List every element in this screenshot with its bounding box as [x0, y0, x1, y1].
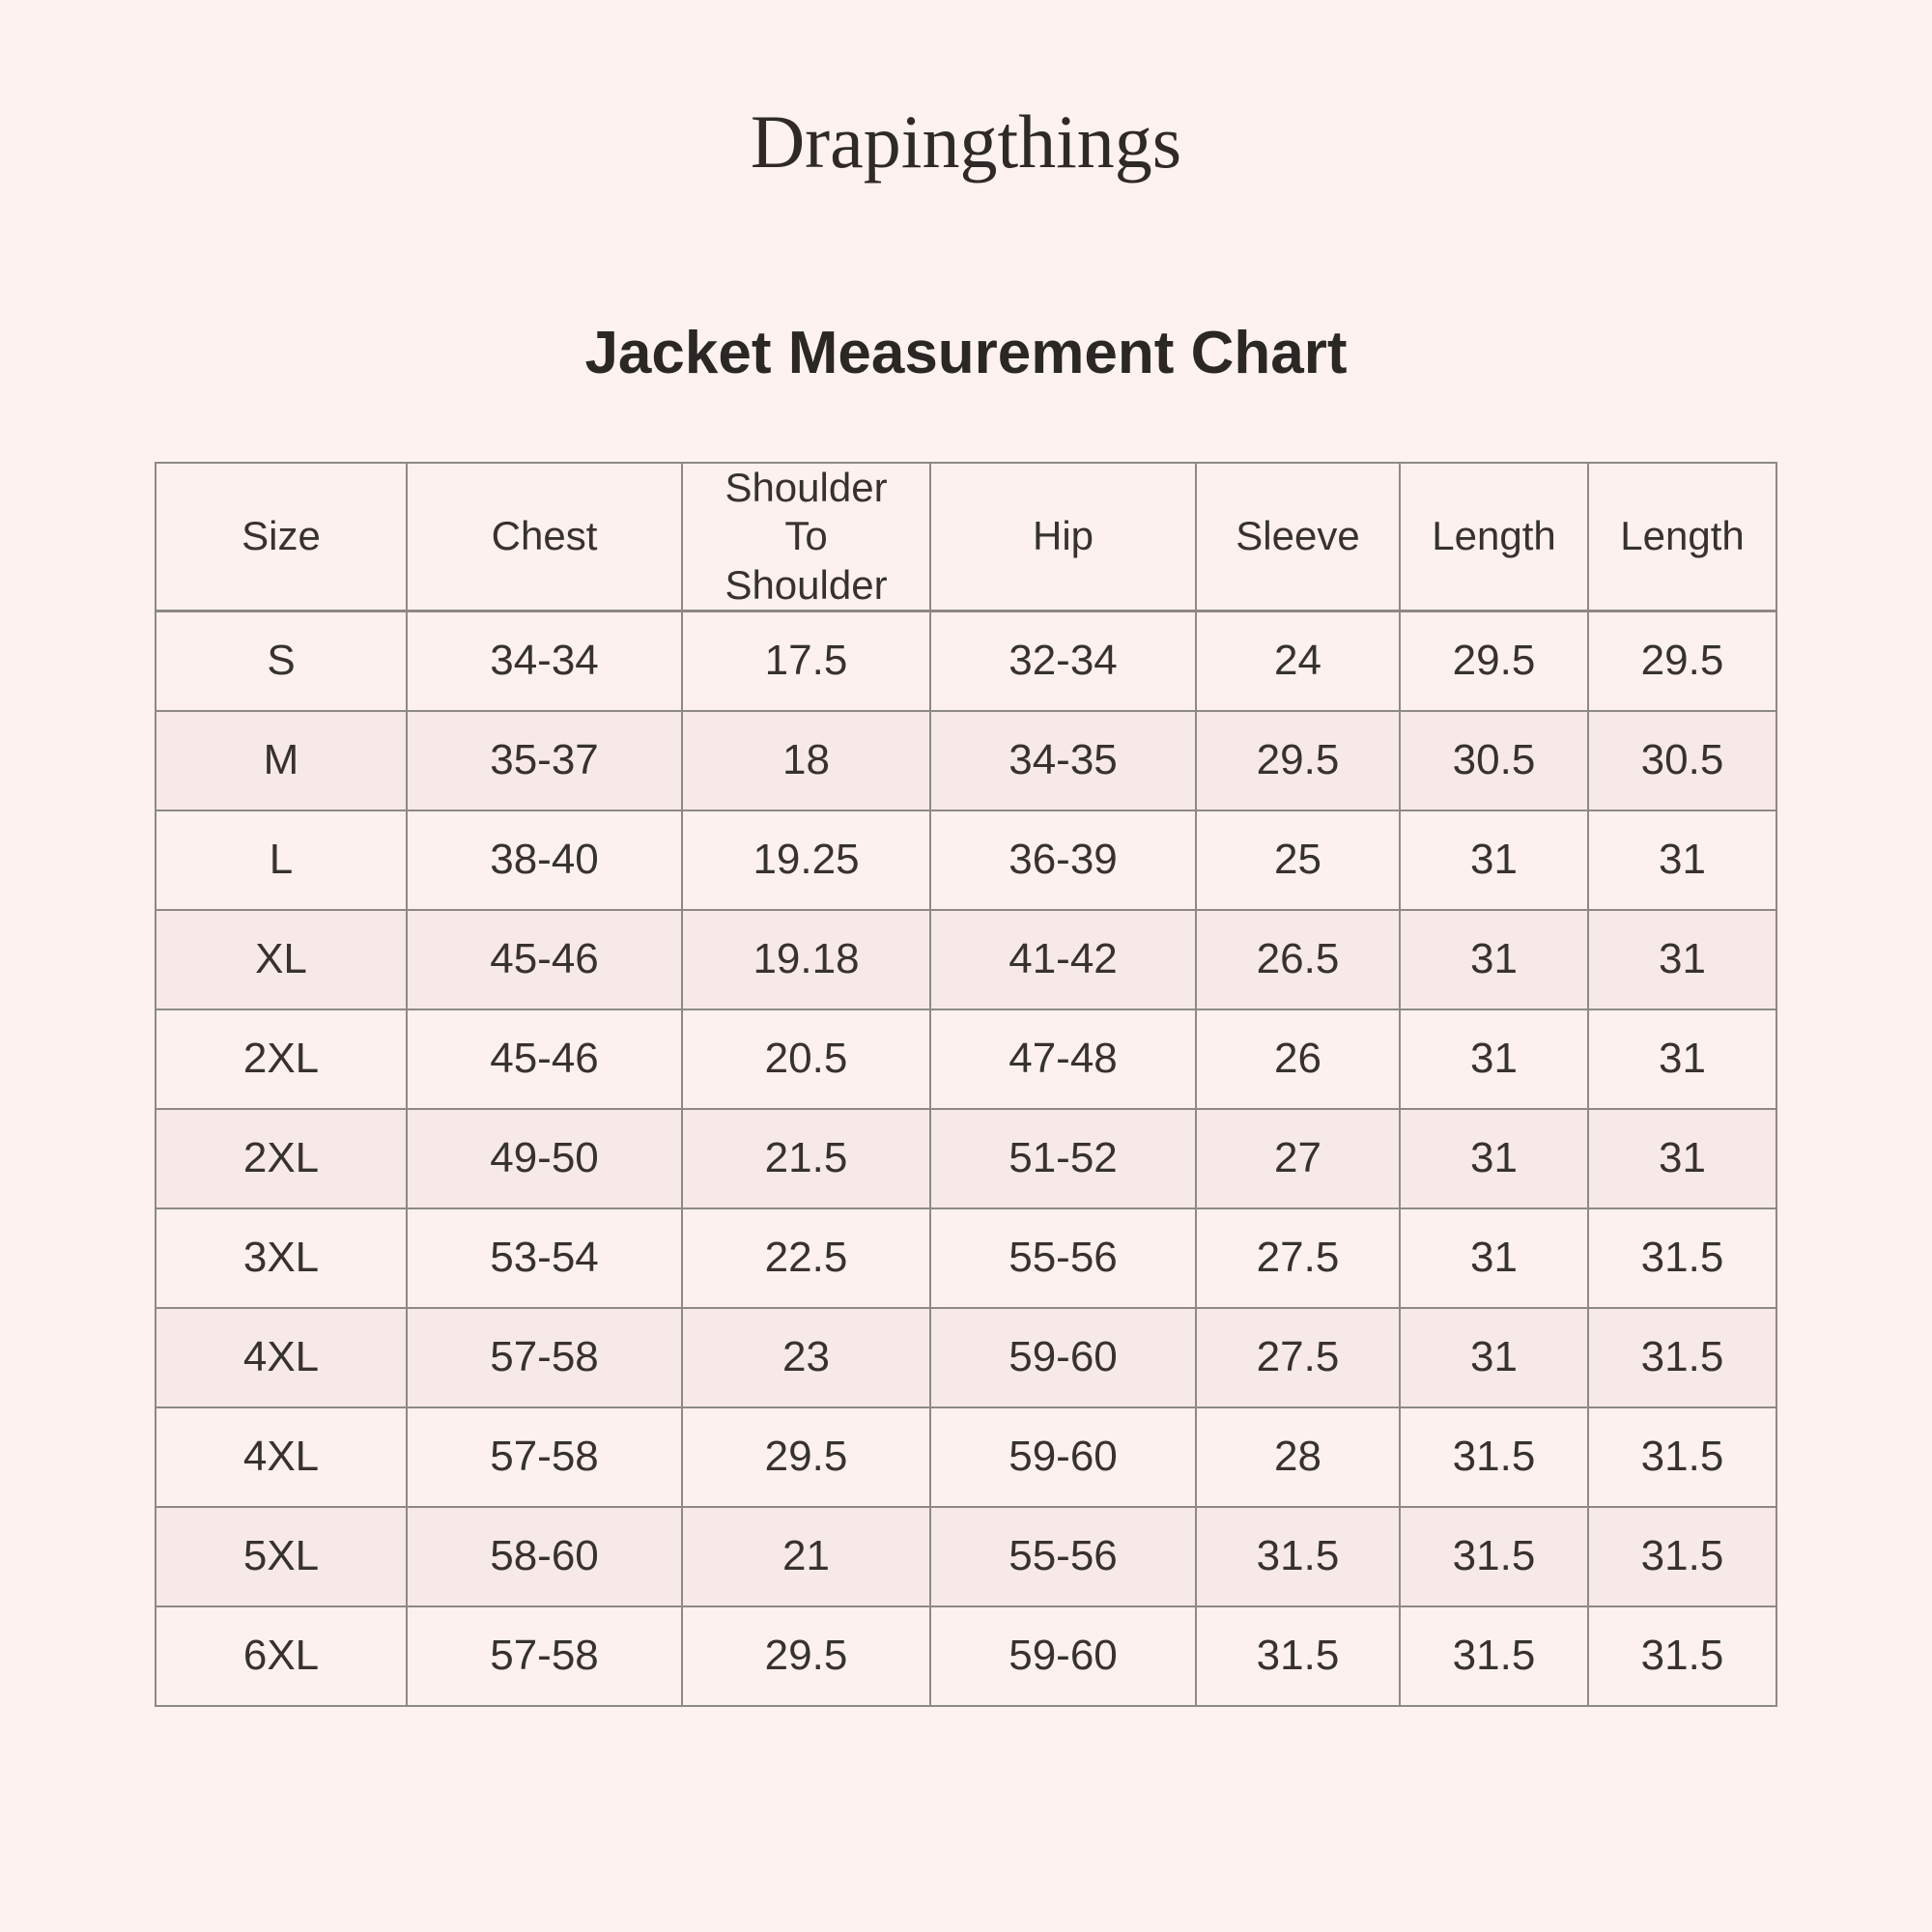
measurement-table: [155, 462, 1777, 1707]
table-cell: 57-58: [407, 1308, 682, 1407]
table-cell: 31: [1400, 910, 1588, 1009]
table-cell: 31: [1400, 810, 1588, 910]
table-row: [156, 1208, 1776, 1308]
table-cell: 45-46: [407, 1009, 682, 1109]
column-header: Size: [156, 463, 407, 611]
table-cell: 18: [682, 711, 930, 810]
table-cell: 31: [1400, 1109, 1588, 1208]
table-cell: 31.5: [1400, 1407, 1588, 1507]
column-header: Chest: [407, 463, 682, 611]
table-cell: 31: [1400, 1308, 1588, 1407]
table-cell: 31.5: [1588, 1308, 1776, 1407]
table-cell: 59-60: [930, 1308, 1196, 1407]
page-title: Jacket Measurement Chart: [584, 320, 1348, 386]
table-row: [156, 1308, 1776, 1407]
table-cell: 59-60: [930, 1606, 1196, 1706]
table-row: [156, 611, 1776, 711]
table-cell: 57-58: [407, 1407, 682, 1507]
table-cell: 20.5: [682, 1009, 930, 1109]
table-cell: 31: [1400, 1009, 1588, 1109]
table-cell: 45-46: [407, 910, 682, 1009]
table-cell: 34-34: [407, 611, 682, 711]
table-cell: 21.5: [682, 1109, 930, 1208]
table-row: [156, 1407, 1776, 1507]
table-cell: 31.5: [1400, 1507, 1588, 1606]
table-cell: 36-39: [930, 810, 1196, 910]
table-cell: 31: [1588, 910, 1776, 1009]
size-cell: XL: [156, 910, 407, 1009]
table-row: [156, 810, 1776, 910]
table-cell: 35-37: [407, 711, 682, 810]
table-cell: 26.5: [1196, 910, 1400, 1009]
table-cell: 47-48: [930, 1009, 1196, 1109]
column-header: Hip: [930, 463, 1196, 611]
table-row: [156, 1109, 1776, 1208]
table-cell: 27.5: [1196, 1308, 1400, 1407]
table-row: [156, 910, 1776, 1009]
table-cell: 26: [1196, 1009, 1400, 1109]
table-cell: 23: [682, 1308, 930, 1407]
table-cell: 29.5: [682, 1606, 930, 1706]
table-cell: 51-52: [930, 1109, 1196, 1208]
size-cell: 2XL: [156, 1009, 407, 1109]
size-cell: 4XL: [156, 1308, 407, 1407]
table-row: [156, 1009, 1776, 1109]
table-cell: 31.5: [1588, 1208, 1776, 1308]
table-cell: 28: [1196, 1407, 1400, 1507]
brand-title: Drapingthings: [750, 99, 1182, 184]
table-cell: 55-56: [930, 1507, 1196, 1606]
table-cell: 31.5: [1588, 1407, 1776, 1507]
table-cell: 31: [1588, 1109, 1776, 1208]
table-cell: 32-34: [930, 611, 1196, 711]
table-cell: 22.5: [682, 1208, 930, 1308]
table-cell: 31: [1588, 810, 1776, 910]
size-cell: S: [156, 611, 407, 711]
table-cell: 31.5: [1588, 1606, 1776, 1706]
table-cell: 19.18: [682, 910, 930, 1009]
table-cell: 21: [682, 1507, 930, 1606]
table-cell: 34-35: [930, 711, 1196, 810]
table-cell: 49-50: [407, 1109, 682, 1208]
table-cell: 31.5: [1588, 1507, 1776, 1606]
table-cell: 57-58: [407, 1606, 682, 1706]
table-cell: 25: [1196, 810, 1400, 910]
table-cell: 17.5: [682, 611, 930, 711]
table-cell: 30.5: [1400, 711, 1588, 810]
table-cell: 24: [1196, 611, 1400, 711]
column-header: Sleeve: [1196, 463, 1400, 611]
size-cell: 3XL: [156, 1208, 407, 1308]
size-cell: M: [156, 711, 407, 810]
size-cell: 5XL: [156, 1507, 407, 1606]
size-cell: L: [156, 810, 407, 910]
column-header: Length: [1588, 463, 1776, 611]
table-cell: 31.5: [1400, 1606, 1588, 1706]
table-cell: 19.25: [682, 810, 930, 910]
column-header: Length: [1400, 463, 1588, 611]
table-cell: 27: [1196, 1109, 1400, 1208]
table-cell: 31: [1588, 1009, 1776, 1109]
table-cell: 30.5: [1588, 711, 1776, 810]
table-cell: 59-60: [930, 1407, 1196, 1507]
table-cell: 55-56: [930, 1208, 1196, 1308]
table-cell: 31.5: [1196, 1606, 1400, 1706]
table-cell: 31.5: [1196, 1507, 1400, 1606]
table-cell: 38-40: [407, 810, 682, 910]
size-cell: 6XL: [156, 1606, 407, 1706]
table-cell: 53-54: [407, 1208, 682, 1308]
table-row: [156, 1606, 1776, 1706]
table-cell: 29.5: [1400, 611, 1588, 711]
table-cell: 27.5: [1196, 1208, 1400, 1308]
table-body: [156, 611, 1776, 1706]
header-row: [156, 463, 1776, 611]
table-cell: 29.5: [682, 1407, 930, 1507]
table-cell: 41-42: [930, 910, 1196, 1009]
column-header: Shoulder To Shoulder: [682, 463, 930, 611]
table-cell: 58-60: [407, 1507, 682, 1606]
size-cell: 4XL: [156, 1407, 407, 1507]
table-cell: 29.5: [1196, 711, 1400, 810]
table-cell: 31: [1400, 1208, 1588, 1308]
size-cell: 2XL: [156, 1109, 407, 1208]
table-cell: 29.5: [1588, 611, 1776, 711]
table-row: [156, 1507, 1776, 1606]
table-row: [156, 711, 1776, 810]
